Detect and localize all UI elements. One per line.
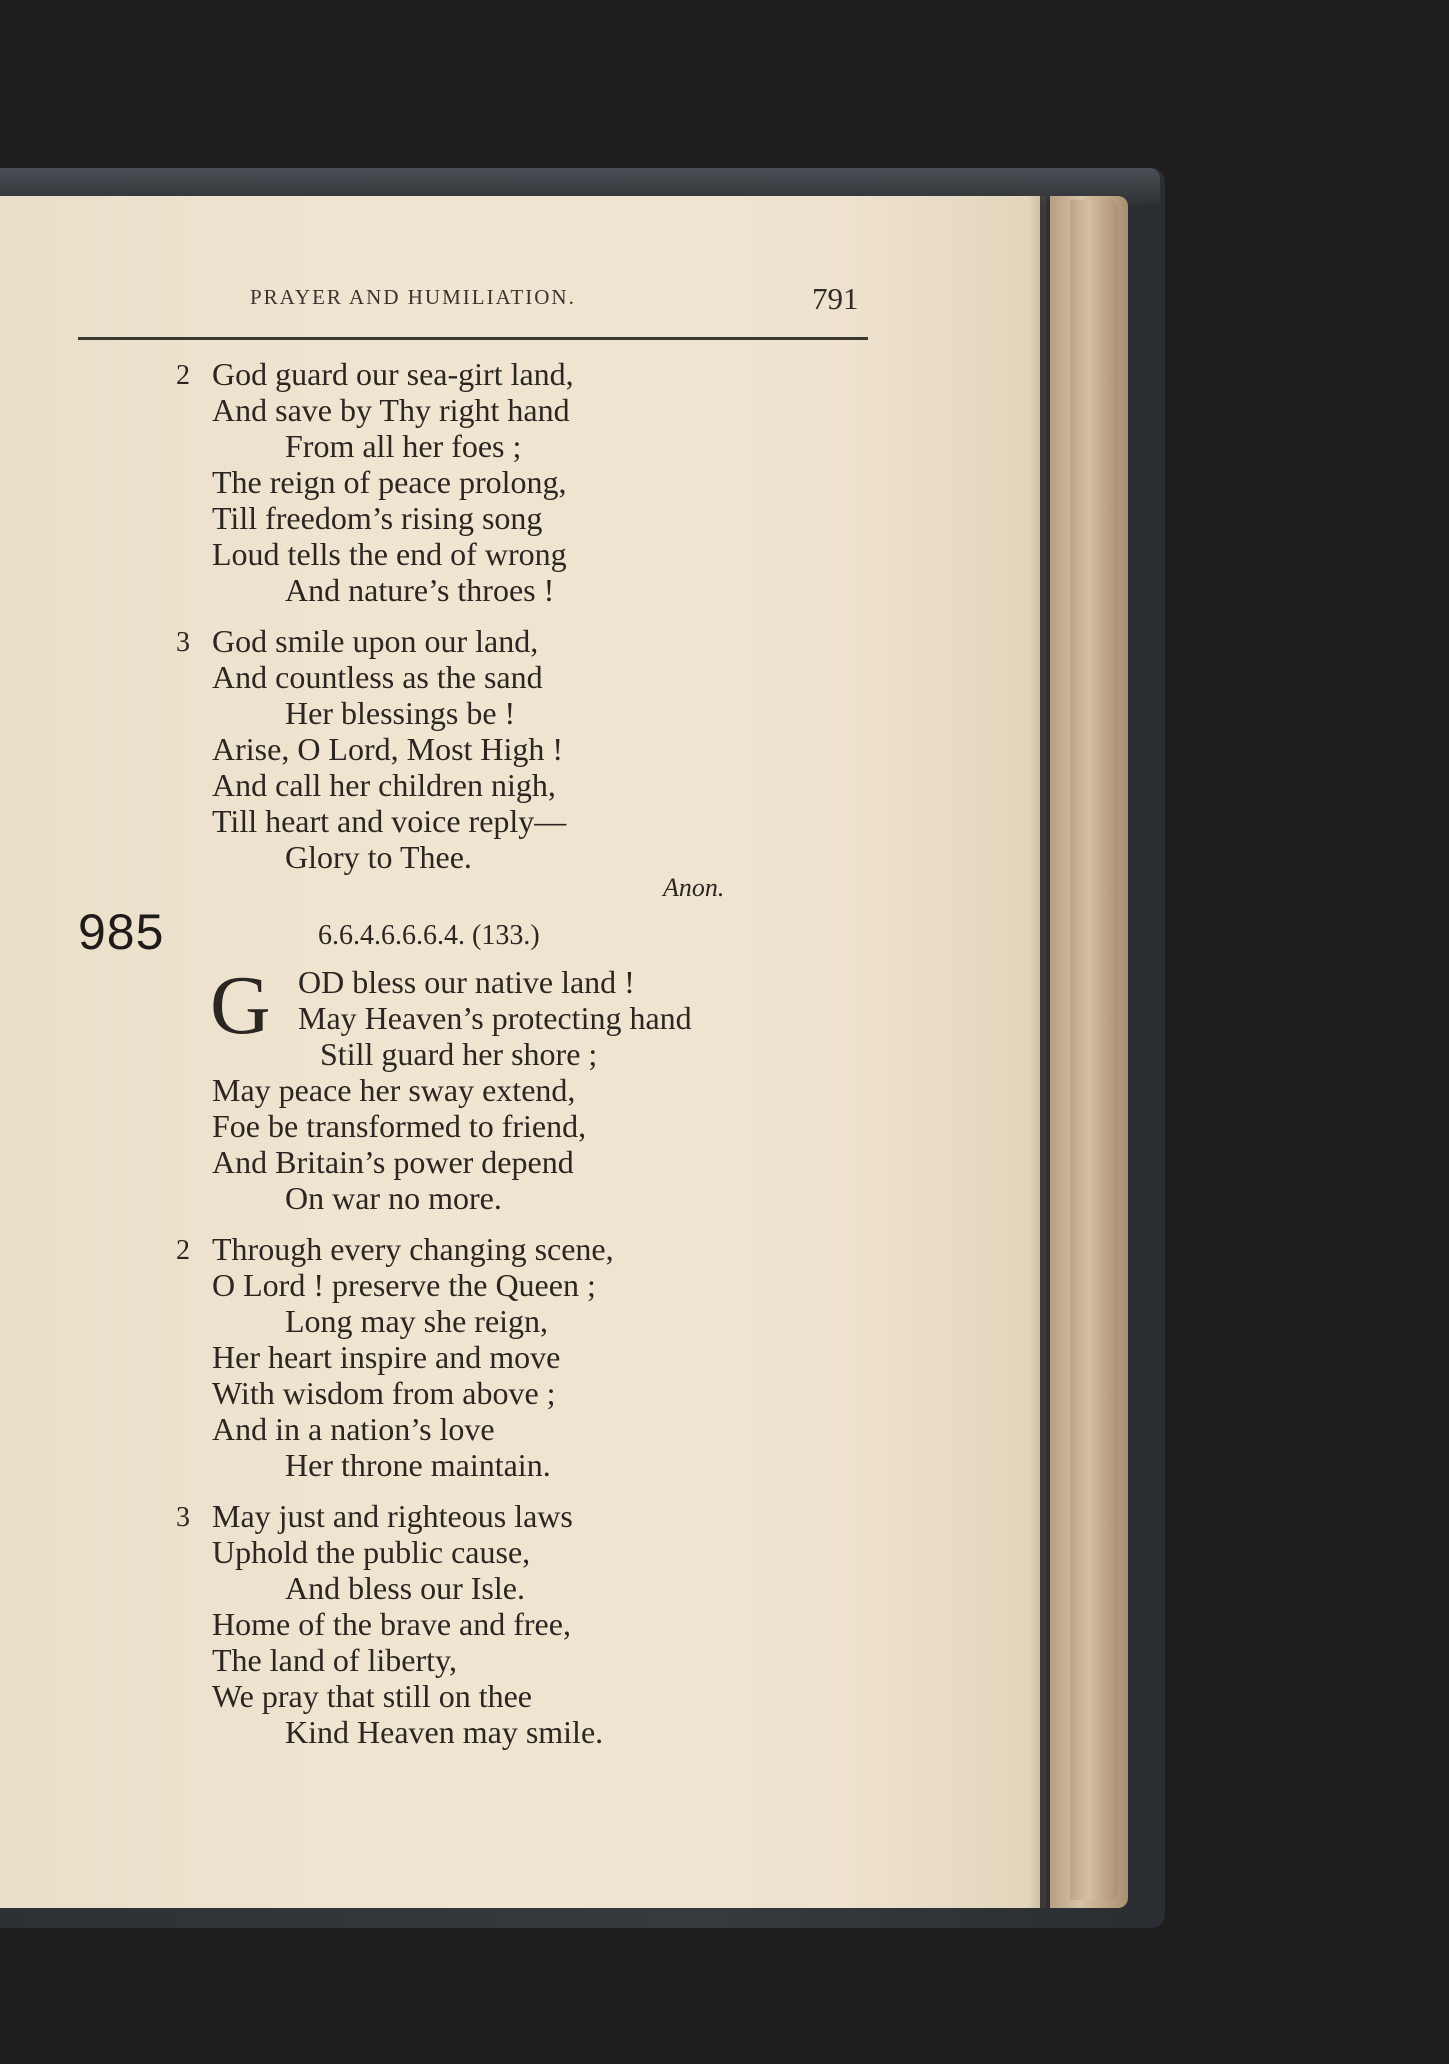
header-rule xyxy=(78,337,868,340)
verse-line: With wisdom from above ; xyxy=(212,1375,556,1411)
verse-line: Loud tells the end of wrong xyxy=(212,536,567,572)
verse-line: May Heaven’s protecting hand xyxy=(298,1000,692,1036)
verse-line: Kind Heaven may smile. xyxy=(285,1714,604,1750)
verse-line: And call her children nigh, xyxy=(212,767,556,803)
running-head: PRAYER AND HUMILIATION. xyxy=(250,285,576,309)
verse-number: 2 xyxy=(176,1235,190,1266)
verse-line: Through every changing scene, xyxy=(212,1231,614,1267)
verse-line: OD bless our native land ! xyxy=(298,964,635,1000)
page-gutter-shadow xyxy=(1028,196,1046,1908)
verse-line: Still guard her shore ; xyxy=(320,1036,598,1072)
verse-line: Arise, O Lord, Most High ! xyxy=(212,731,564,767)
verse-line: The reign of peace prolong, xyxy=(212,464,567,500)
verse-number: 3 xyxy=(176,627,190,658)
verse-line: Long may she reign, xyxy=(285,1303,549,1339)
verse-line: And in a nation’s love xyxy=(212,1411,495,1447)
hymn-meter: 6.6.4.6.6.6.4. (133.) xyxy=(318,920,540,951)
verse-number: 3 xyxy=(176,1502,190,1533)
hymn-author: Anon. xyxy=(663,873,725,902)
verse-line: Her throne maintain. xyxy=(285,1447,551,1483)
page-number: 791 xyxy=(812,281,859,316)
verse-line: God smile upon our land, xyxy=(212,623,539,659)
verse-line: And countless as the sand xyxy=(212,659,543,695)
page-edges-inner xyxy=(1070,200,1118,1900)
verse-line: Till freedom’s rising song xyxy=(212,500,543,536)
verse-line: God guard our sea-girt land, xyxy=(212,356,574,392)
verse-line: And Britain’s power depend xyxy=(212,1144,574,1180)
verse-line: Her blessings be ! xyxy=(285,695,516,731)
verse-line: Her heart inspire and move xyxy=(212,1339,561,1375)
verse-line: And nature’s throes ! xyxy=(285,572,555,608)
verse-line: We pray that still on thee xyxy=(212,1678,532,1714)
hymn-number: 985 xyxy=(78,904,165,960)
verse-line: Foe be transformed to friend, xyxy=(212,1108,587,1144)
drop-cap: G xyxy=(210,959,271,1052)
verse-line: O Lord ! preserve the Queen ; xyxy=(212,1267,596,1303)
verse-line: Glory to Thee. xyxy=(285,839,472,875)
verse-line: And save by Thy right hand xyxy=(212,392,570,428)
verse-line: Uphold the public cause, xyxy=(212,1534,531,1570)
verse-line: On war no more. xyxy=(285,1180,502,1216)
verse-line: And bless our Isle. xyxy=(285,1570,525,1606)
verse-line: From all her foes ; xyxy=(285,428,522,464)
verse-line: Till heart and voice reply— xyxy=(212,803,567,839)
verse-line: May peace her sway extend, xyxy=(212,1072,576,1108)
verse-number: 2 xyxy=(176,360,190,391)
verse-line: The land of liberty, xyxy=(212,1642,457,1678)
verse-line: Home of the brave and free, xyxy=(212,1606,571,1642)
verse-line: May just and righteous laws xyxy=(212,1498,573,1534)
